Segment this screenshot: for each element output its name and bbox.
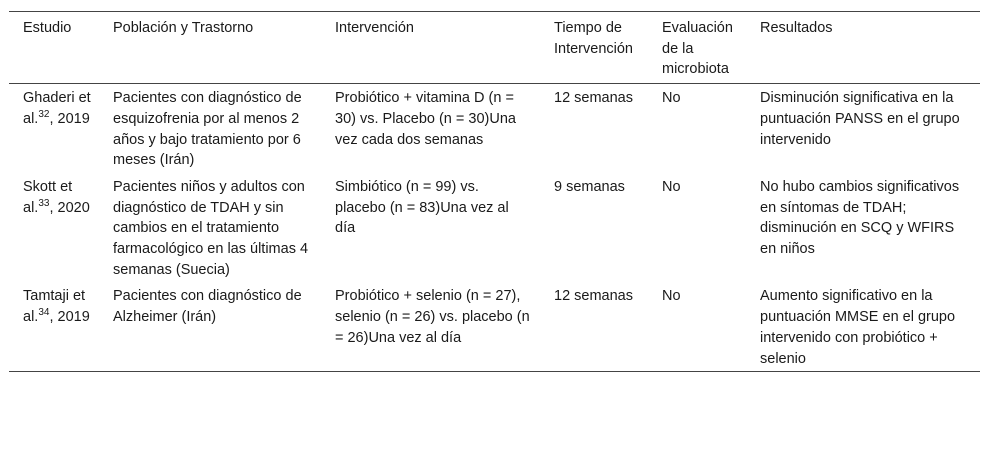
cell-results: Aumento significativo en la puntuación MMSE en el grupo intervenido con probiótico + selenio	[760, 288, 956, 367]
cell-time: 12 semanas	[554, 288, 633, 305]
cell-microbiota: No	[662, 288, 681, 305]
cell-intervention: Probiótico + selenio (n = 27), selenio (n = 26) vs. placebo (n = 26)Una vez al día	[335, 288, 530, 346]
cell-time: 9 semanas	[554, 178, 625, 195]
cell-microbiota: No	[662, 178, 681, 195]
cell-results: Disminución significativa en la puntuación PANSS en el grupo intervenido	[760, 90, 960, 148]
cell-intervention: Simbiótico (n = 99) vs. placebo (n = 83)Una vez al día	[335, 178, 509, 237]
studies-table	[9, 11, 980, 372]
header-tiempo: Tiempo de Intervención	[554, 20, 633, 57]
cell-study	[9, 282, 99, 371]
cell-intervention: Probiótico + vitamina D (n = 30) vs. Placebo (n = 30)Una vez cada dos semanas	[335, 90, 516, 148]
study-year: , 2019	[49, 309, 90, 326]
cell-time: 12 semanas	[554, 90, 633, 107]
study-year: , 2019	[49, 110, 90, 127]
table-row	[9, 84, 980, 173]
header-row	[9, 12, 980, 84]
study-year: , 2020	[49, 199, 90, 216]
cell-results: No hubo cambios significativos en síntomas de TDAH; disminución en SCQ y WFIRS en niños	[760, 178, 960, 258]
header-intervencion: Intervención	[335, 20, 414, 36]
cell-study	[9, 84, 99, 173]
table-row	[9, 282, 980, 371]
header-resultados: Resultados	[760, 20, 833, 36]
table-row	[9, 173, 980, 283]
study-author: Skott et al.	[23, 178, 73, 216]
study-ref: 34	[38, 307, 50, 319]
study-ref: 32	[38, 108, 50, 120]
study-ref: 33	[38, 197, 50, 209]
cell-population: Pacientes con diagnóstico de esquizofrenia por al menos 2 años y bajo tratamiento por 6 meses (Irán)	[113, 90, 302, 169]
cell-population: Pacientes con diagnóstico de Alzheimer (Irán)	[113, 288, 302, 326]
header-estudio: Estudio	[23, 20, 72, 36]
study-author: Tamtaji et al.	[23, 288, 86, 326]
cell-study	[9, 173, 99, 283]
header-microbiota: Evaluación de la microbiota	[662, 20, 733, 78]
header-poblacion: Población y Trastorno	[113, 20, 254, 36]
study-author: Ghaderi et al.	[23, 90, 91, 127]
cell-microbiota: No	[662, 90, 681, 107]
cell-population: Pacientes niños y adultos con diagnóstico de TDAH y sin cambios en el tratamiento farmacológico en las últimas 4 semanas (Suecia)	[113, 178, 309, 278]
